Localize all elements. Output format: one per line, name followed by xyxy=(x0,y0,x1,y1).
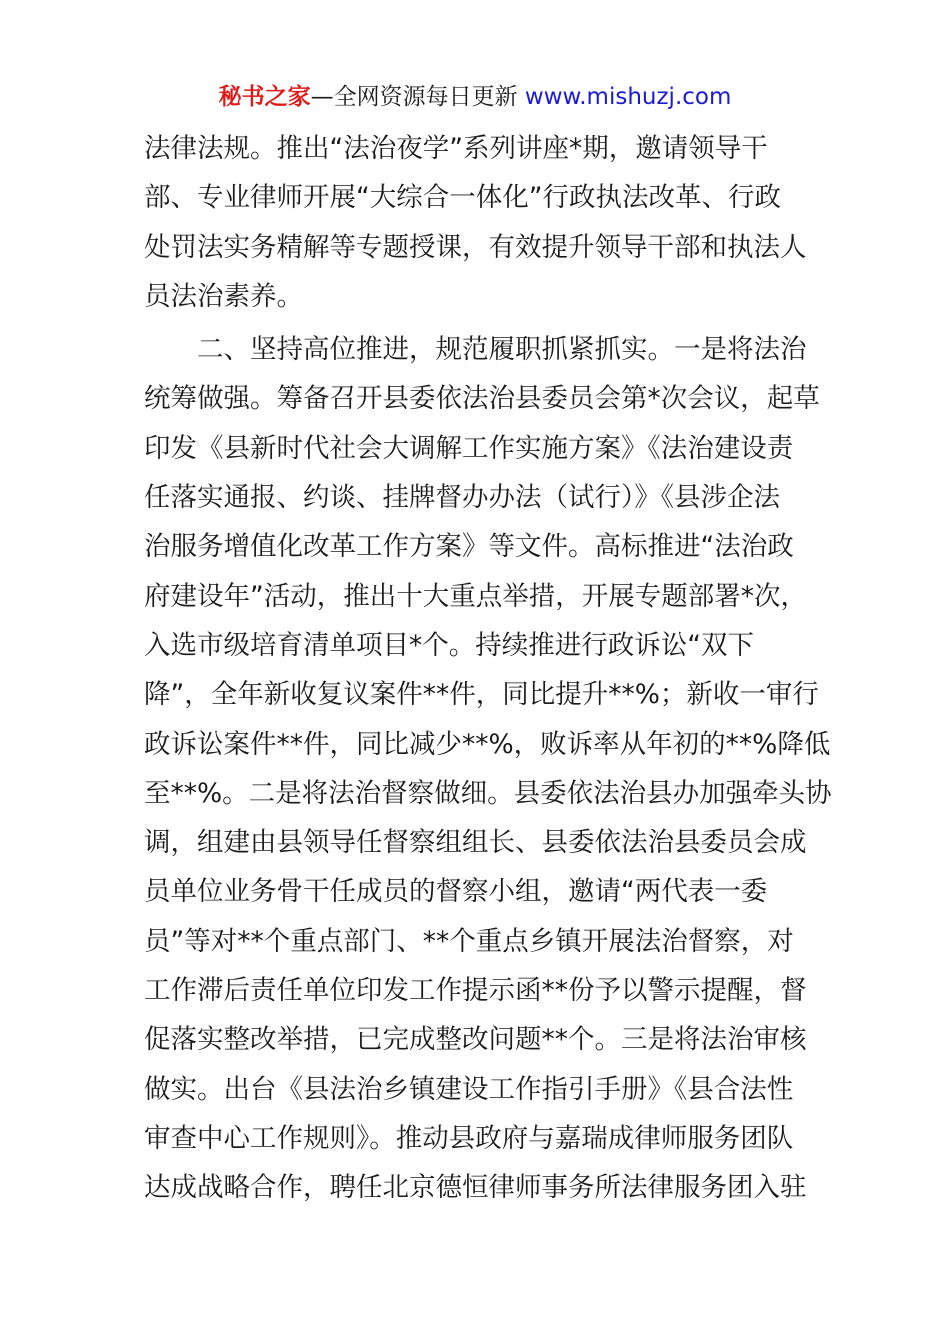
body-line: 部、专业律师开展“大综合一体化”行政执法改革、行政 xyxy=(144,182,781,214)
body-line: 员”等对**个重点部门、**个重点乡镇开展法治督察，对 xyxy=(144,925,794,957)
body-line: 至**%。二是将法治督察做细。县委依法治县办加强牵头协 xyxy=(144,777,832,809)
body-line: 入选市级培育清单项目*个。持续推进行政诉讼“双下 xyxy=(144,629,754,661)
section-heading-line: 二、坚持高位推进，规范履职抓紧抓实。一是将法治 xyxy=(144,334,807,366)
body-line: 印发《县新时代社会大调解工作实施方案》《法治建设责 xyxy=(144,432,794,464)
site-header xyxy=(0,80,950,114)
body-line: 员法治素养。 xyxy=(144,280,303,312)
body-line: 达成战略合作，聘任北京德恒律师事务所法律服务团入驻 xyxy=(144,1172,807,1204)
site-brand: 秘书之家 xyxy=(218,84,311,110)
body-line: 降”，全年新收复议案件**件，同比提升**%；新收一审行 xyxy=(144,679,819,711)
site-tagline: —全网资源每日更新 xyxy=(310,84,525,110)
body-line: 审查中心工作规则》。推动县政府与嘉瑞成律师服务团队 xyxy=(144,1122,794,1154)
body-line: 政诉讼案件**件，同比减少**%，败诉率从年初的**%降低 xyxy=(144,728,831,760)
site-url-link[interactable]: www.mishuzj.com xyxy=(524,84,732,110)
body-line: 府建设年”活动，推出十大重点举措，开展专题部署*次， xyxy=(144,580,807,612)
body-line: 处罚法实务精解等专题授课，有效提升领导干部和执法人 xyxy=(144,231,807,263)
body-line: 统筹做强。筹备召开县委依法治县委员会第*次会议，起草 xyxy=(144,383,820,415)
body-line: 法律法规。推出“法治夜学”系列讲座*期，邀请领导干 xyxy=(144,133,768,164)
body-line: 工作滞后责任单位印发工作提示函**份予以警示提醒，督 xyxy=(144,975,807,1007)
body-line: 员单位业务骨干任成员的督察小组，邀请“两代表一委 xyxy=(144,876,768,908)
document-body xyxy=(144,124,832,1213)
body-line: 治服务增值化改革工作方案》等文件。高标推进“法治政 xyxy=(144,531,794,563)
body-line: 做实。出台《县法治乡镇建设工作指引手册》《县合法性 xyxy=(144,1073,794,1105)
body-line: 促落实整改举措，已完成整改问题**个。三是将法治审核 xyxy=(144,1024,807,1056)
body-line: 任落实通报、约谈、挂牌督办办法（试行）》《县涉企法 xyxy=(144,482,780,514)
body-line: 调，组建由县领导任督察组组长、县委依法治县委员会成 xyxy=(144,827,807,859)
